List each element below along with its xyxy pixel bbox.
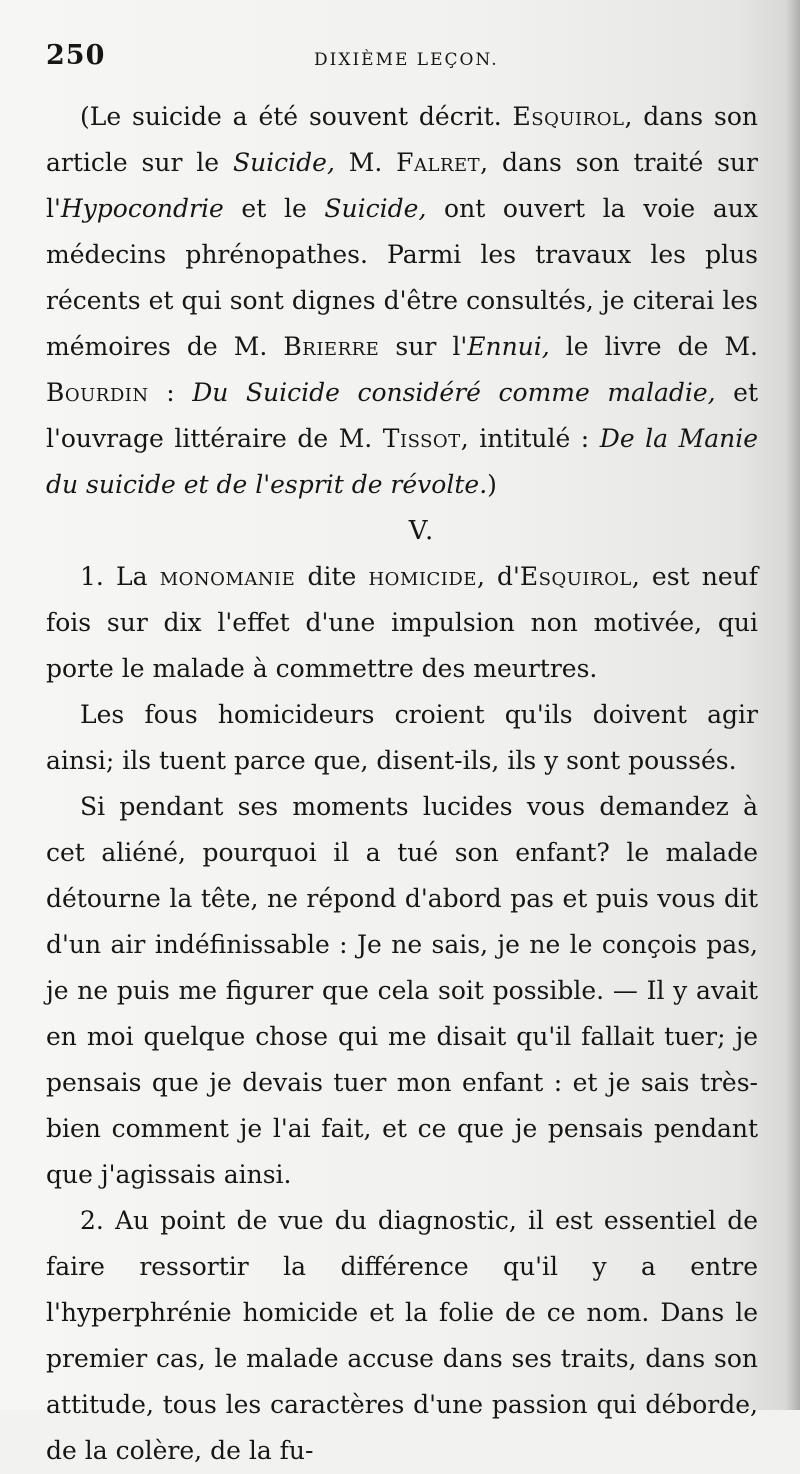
- text-run: , dans son article sur le: [46, 102, 758, 177]
- term-homicide: homicide: [368, 562, 477, 591]
- paragraph-fous-homicideurs: Les fous homicideurs croient qu'ils doivent agir ainsi; ils tuent parce que, disent-ils, ils y sont poussés.: [46, 700, 758, 775]
- page-number: 250: [46, 40, 106, 71]
- paragraph-number: 1.: [80, 562, 104, 591]
- running-head: DIXIÈME LEÇON.: [314, 50, 499, 70]
- text-run: sur l': [379, 332, 468, 361]
- section-heading: V.: [408, 516, 436, 546]
- paragraph-moments-lucides: Si pendant ses moments lucides vous demandez à cet aliéné, pourquoi il a tué son enfant? le malade détourne la tête, ne répond d'abord pas et puis vous dit d'un air indéfinissable : Je ne sais, je ne le conçois pas, je ne puis me figurer que cela soit possible. — Il y avait en moi quelque chose qui me disait qu'il fallait tuer; je pensais que je devais tuer mon enfant : et je sais très-bien comment je l'ai fait, et ce que je pensais pendant que j'agissais ainsi.: [46, 792, 758, 1189]
- work-title-suicide-2: Suicide,: [324, 194, 427, 223]
- text-run: et le: [223, 194, 325, 223]
- work-title-manie-du-suicide: De la Manie du suicide et de l'esprit de révolte.: [46, 424, 758, 499]
- work-title-ennui: Ennui,: [467, 332, 550, 361]
- text-run: le livre de M.: [549, 332, 758, 361]
- author-name-esquirol: Esquirol: [519, 562, 632, 591]
- body-text: [46, 94, 758, 1474]
- work-title-du-suicide: Du Suicide considéré comme maladie,: [192, 378, 716, 407]
- author-name-brierre: Brierre: [283, 332, 380, 361]
- paragraph-monomanie-homicide: [46, 554, 758, 692]
- page-header: [46, 40, 758, 80]
- text-run: , dans son traité sur l': [46, 148, 758, 223]
- author-name-esquirol: Esquirol: [512, 102, 625, 131]
- text-run: ont ouvert la voie aux médecins phrénopathes. Parmi les travaux les plus récents et qui sont dignes d'être consultés, je citerai les mémoires de M.: [46, 194, 758, 361]
- text-run: et l'ouvrage littéraire de M.: [46, 378, 758, 453]
- author-name-bourdin: Bourdin: [46, 378, 149, 407]
- text-run: , est neuf fois sur dix l'effet d'une impulsion non motivée, qui porte le malade à commettre des meurtres.: [46, 562, 758, 683]
- author-name-falret: Falret: [396, 148, 481, 177]
- work-title-hypocondrie: Hypocondrie: [60, 194, 224, 223]
- text-run: M.: [334, 148, 397, 177]
- text-run: La: [103, 562, 160, 591]
- text-run: dite: [295, 562, 369, 591]
- text-run: , d': [476, 562, 520, 591]
- text-run: ): [487, 470, 497, 499]
- text-run: :: [148, 378, 193, 407]
- work-title-suicide: Suicide,: [232, 148, 335, 177]
- text-run: (Le suicide a été souvent décrit.: [80, 102, 513, 131]
- term-monomanie: monomanie: [159, 562, 296, 591]
- paragraph-diagnostic: 2. Au point de vue du diagnostic, il est essentiel de faire ressortir la différence qu'il y a entre l'hyperphrénie homicide et la folie de ce nom. Dans le premier cas, le malade accuse dans ses traits, dans son attitude, tous les caractères d'une passion qui déborde, de la colère, de la fu-: [46, 1206, 758, 1465]
- paragraph-suicide-references: [46, 94, 758, 508]
- text-run: , intitulé :: [460, 424, 600, 453]
- author-name-tissot: Tissot: [382, 424, 461, 453]
